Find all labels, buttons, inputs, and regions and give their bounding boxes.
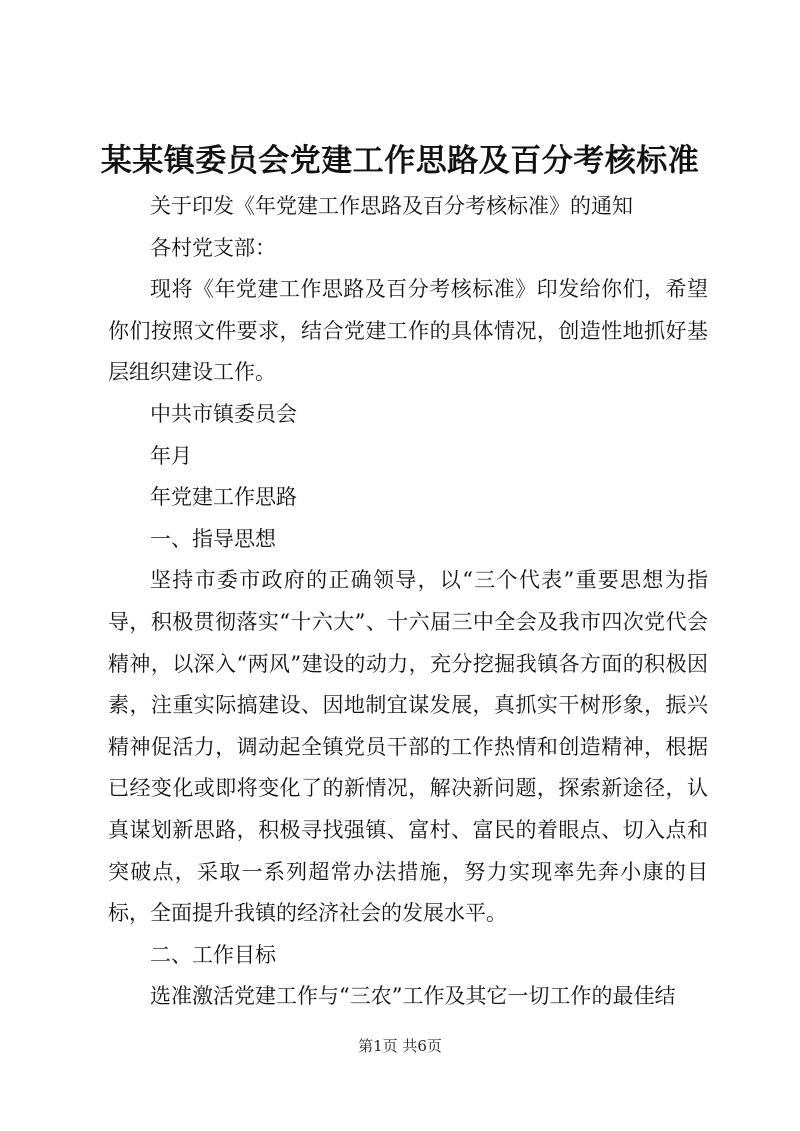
guiding-ideology-paragraph: 坚持市委市政府的正确领导，以“三个代表”重要思想为指导，积极贯彻落实“十六大”、十六届三中全会及我市四次党代会精神，以深入“两风”建设的动力，充分挖掘我镇各方面的积极因素，注重实际搞建设、因地制宜谋发展，真抓实干树形象，振兴精神促活力，调动起全镇党员干部的工作热情和创造精神，根据已经变化或即将变化了的新情况，解决新问题，探索新途径，认真谋划新思路，积极寻找强镇、富村、富民的着眼点、切入点和突破点，采取一系列超常办法措施，努力实现率先奔小康的目标，全面提升我镇的经济社会的发展水平。 bbox=[108, 568, 708, 926]
section-heading-2: 二、工作目标 bbox=[150, 942, 276, 967]
document-title: 某某镇委员会党建工作思路及百分考核标准 bbox=[100, 143, 700, 179]
work-goal-paragraph: 选准激活党建工作与“三农”工作及其它一切工作的最佳结 bbox=[150, 984, 676, 1009]
page-number-footer: 第1页 共6页 bbox=[358, 1037, 442, 1055]
addressee: 各村党支部： bbox=[150, 235, 276, 260]
issuer: 中共市镇委员会 bbox=[150, 401, 297, 426]
section-title: 年党建工作思路 bbox=[150, 485, 297, 510]
issue-date: 年月 bbox=[150, 443, 192, 468]
document-body bbox=[108, 186, 708, 1018]
section-heading-1: 一、指导思想 bbox=[150, 526, 276, 551]
notice-body-paragraph: 现将《年党建工作思路及百分考核标准》印发给你们，希望你们按照文件要求，结合党建工作的具体情况，创造性地抓好基层组织建设工作。 bbox=[108, 277, 708, 385]
notice-heading: 关于印发《年党建工作思路及百分考核标准》的通知 bbox=[150, 194, 633, 218]
